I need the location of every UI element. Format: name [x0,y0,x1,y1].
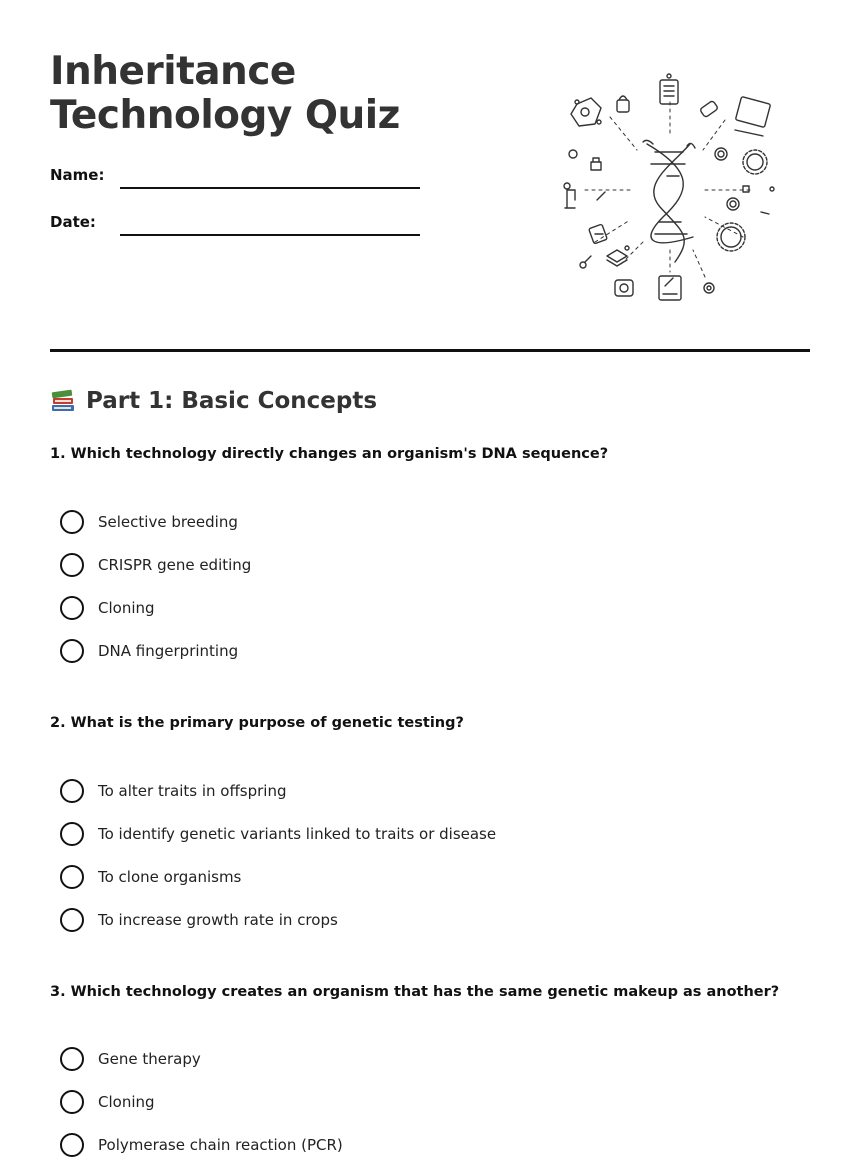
option-label: DNA fingerprinting [98,642,239,660]
dna-helix-icon [643,140,695,262]
lock-icon [617,96,629,112]
section-title-text: Part 1: Basic Concepts [86,388,378,414]
flask-icon [569,150,601,170]
link-icon [580,256,591,268]
option-label: To increase growth rate in crops [98,911,338,929]
radio-button[interactable] [60,1047,84,1071]
books-icon [50,388,76,414]
report-icon [659,276,681,300]
pen-icon [597,192,605,200]
section-title-part-1 [50,388,377,414]
radio-button[interactable] [60,639,84,663]
q3-option-1[interactable] [60,1046,201,1072]
document-icon [660,74,678,104]
radio-button[interactable] [60,779,84,803]
header-divider [50,349,810,352]
question-1: 1. Which technology directly changes an organism's DNA sequence? [50,446,609,462]
circuit-icon [571,98,601,126]
radio-button[interactable] [60,596,84,620]
radio-button[interactable] [60,1133,84,1157]
tube-icon [700,100,719,117]
option-label: To alter traits in offspring [98,782,287,800]
q3-option-3[interactable] [60,1132,343,1158]
name-field[interactable] [120,187,420,189]
gear-icon [743,150,767,174]
q2-option-1[interactable] [60,778,287,804]
radio-button[interactable] [60,865,84,889]
option-label: Cloning [98,599,155,617]
large-gear-icon [717,223,745,251]
at-icon [715,148,727,160]
notepad-icon [589,224,608,244]
option-label: Gene therapy [98,1050,201,1068]
camera-icon [615,280,633,296]
q2-option-2[interactable] [60,821,496,847]
option-label: CRISPR gene editing [98,556,252,574]
question-3: 3. Which technology creates an organism that has the same genetic makeup as another? [50,984,780,1000]
radio-button[interactable] [60,1090,84,1114]
radio-button[interactable] [60,908,84,932]
date-label: Date: [50,213,96,231]
microscope-icon [564,183,575,208]
tablet-icon [735,97,771,136]
q3-option-2[interactable] [60,1089,155,1115]
q2-option-4[interactable] [60,907,338,933]
q1-option-4[interactable] [60,638,238,664]
question-2: 2. What is the primary purpose of genetic testing? [50,715,464,731]
small-gear-icon [727,198,739,210]
option-label: Selective breeding [98,513,238,531]
option-label: To clone organisms [98,868,242,886]
q1-option-1[interactable] [60,509,238,535]
radio-button[interactable] [60,553,84,577]
page-title: Inheritance Technology Quiz [50,49,400,138]
q1-option-2[interactable] [60,552,251,578]
dna-technology-illustration [555,72,785,304]
date-field[interactable] [120,234,420,236]
option-label: To identify genetic variants linked to traits or disease [98,825,497,843]
radio-button[interactable] [60,510,84,534]
q1-option-3[interactable] [60,595,155,621]
option-label: Polymerase chain reaction (PCR) [98,1136,343,1154]
stack-icon [607,246,629,266]
name-label: Name: [50,166,105,184]
q2-option-3[interactable] [60,864,241,890]
option-label: Cloning [98,1093,155,1111]
settings-icon [704,283,714,293]
radio-button[interactable] [60,822,84,846]
